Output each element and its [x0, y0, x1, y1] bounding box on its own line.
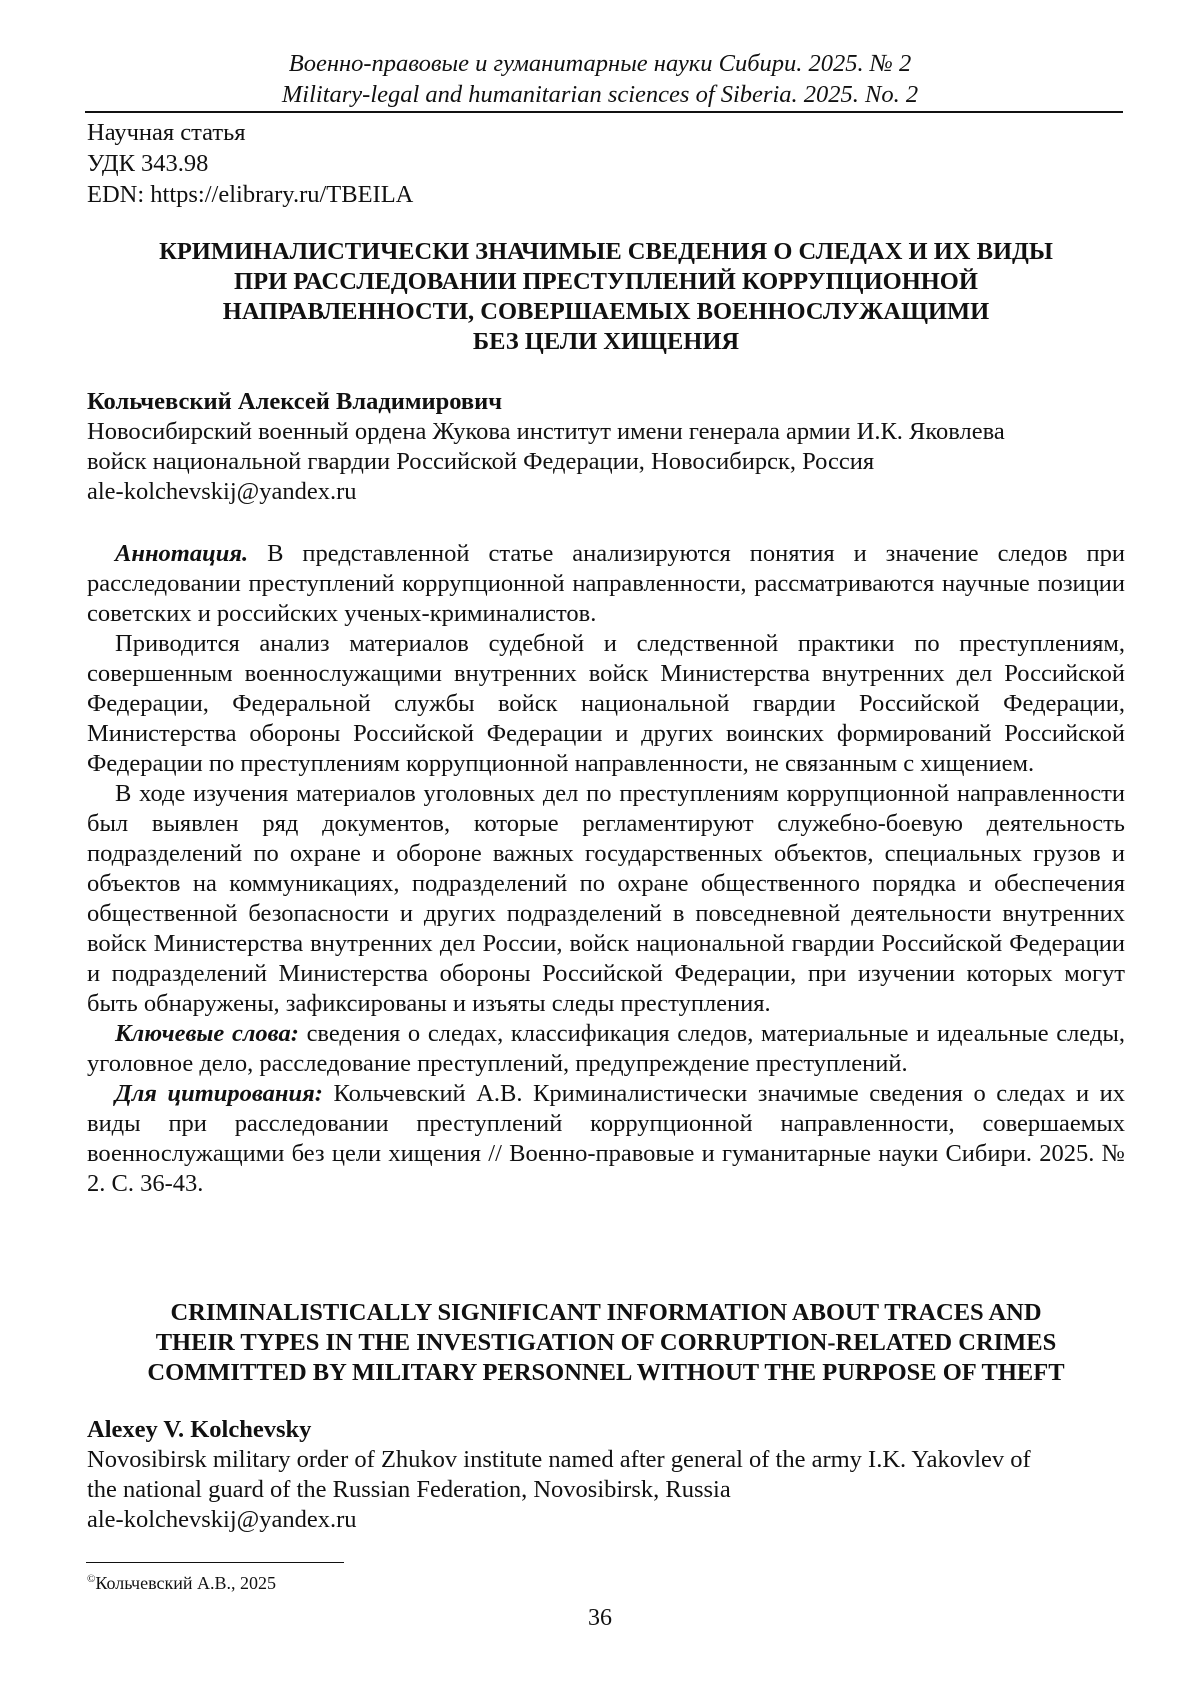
author-email-en[interactable]: ale-kolchevskij@yandex.ru — [87, 1506, 357, 1533]
copyright-footnote — [87, 1568, 276, 1594]
citation-paragraph — [87, 1079, 1125, 1199]
affiliation-ru-line: войск национальной гвардии Российской Федерации, Новосибирск, Россия — [87, 448, 875, 475]
copyright-text: Кольчевский А.В., 2025 — [95, 1573, 276, 1593]
title-ru-line: БЕЗ ЦЕЛИ ХИЩЕНИЯ — [472, 328, 740, 355]
citation-label: Для цитирования: — [115, 1080, 323, 1107]
journal-title-en: Military-legal and humanitarian sciences of Siberia. 2025. No. 2 — [281, 81, 919, 108]
title-en-line: THEIR TYPES IN THE INVESTIGATION OF CORRUPTION-RELATED CRIMES — [155, 1329, 1057, 1356]
title-ru-line: НАПРАВЛЕННОСТИ, СОВЕРШАЕМЫХ ВОЕННОСЛУЖАЩИМИ — [222, 298, 990, 325]
citation-text: Кольчевский А.В. Криминалистически значимые сведения о следах и их виды при расследовании преступлений коррупционной направленности, совершаемых военнослужащими без цели хищения // Военно-правовые и гуманитарные науки Сибири. 2025. № 2. С. 36-43. — [87, 1080, 1125, 1197]
title-en-line: CRIMINALISTICALLY SIGNIFICANT INFORMATION ABOUT TRACES AND — [170, 1299, 1042, 1326]
article-meta — [87, 117, 413, 210]
title-ru-line: КРИМИНАЛИСТИЧЕСКИ ЗНАЧИМЫЕ СВЕДЕНИЯ О СЛЕДАХ И ИХ ВИДЫ — [159, 238, 1053, 265]
copyright-symbol: © — [87, 1573, 96, 1585]
abstract-paragraph-2: Приводится анализ материалов судебной и следственной практики по преступлениям, совершенным военнослужащими внутренних войск Министерства внутренних дел Российской Федерации, Федеральной службы войск национальной гвардии Российской Федерации, Министерства обороны Российской Федерации и других воинских формирований Российской Федерации по преступлениям коррупционной направленности, не связанным с хищением. — [87, 630, 1125, 777]
udc-code: УДК 343.98 — [87, 150, 209, 177]
abstract-paragraph-3: В ходе изучения материалов уголовных дел по преступлениям коррупционной направленности был выявлен ряд документов, которые регламентируют служебно-боевую деятельность подразделений по охране и обороне важных государственных объектов, специальных грузов и объектов на коммуникациях, подразделений по охране общественного порядка и обеспечения общественной безопасности и других подразделений в повседневной деятельности внутренних войск Министерства внутренних дел России, войск национальной гвардии Российской Федерации и подразделений Министерства обороны Российской Федерации, при изучении которых могут быть обнаружены, зафиксированы и изъяты следы преступления. — [87, 780, 1125, 1017]
edn-link[interactable]: EDN: https://elibrary.ru/TBEILA — [87, 181, 414, 208]
article-title-en — [87, 1298, 1125, 1388]
footnote-divider — [86, 1562, 344, 1563]
author-block-en — [87, 1415, 1125, 1535]
page-number: 36 — [588, 1605, 612, 1631]
author-name-en: Alexey V. Kolchevsky — [87, 1416, 312, 1443]
author-name-ru: Кольчевский Алексей Владимирович — [87, 388, 503, 415]
author-block-ru — [87, 387, 1125, 507]
journal-title-ru: Военно-правовые и гуманитарные науки Сибири. 2025. № 2 — [288, 50, 912, 77]
affiliation-en-line: the national guard of the Russian Federation, Novosibirsk, Russia — [87, 1476, 731, 1503]
abstract-text-1: В представленной статье анализируются понятия и значение следов при расследовании преступлений коррупционной направленности, рассматриваются научные позиции советских и российских ученых-криминалистов. — [87, 540, 1125, 627]
keywords-paragraph — [87, 1019, 1125, 1079]
affiliation-en-line: Novosibirsk military order of Zhukov institute named after general of the army I.K. Yakovlev of — [87, 1446, 1031, 1473]
journal-header — [0, 48, 1200, 110]
author-email-ru[interactable]: ale-kolchevskij@yandex.ru — [87, 478, 357, 505]
title-en-line: COMMITTED BY MILITARY PERSONNEL WITHOUT THE PURPOSE OF THEFT — [147, 1359, 1065, 1386]
abstract-paragraph-1 — [87, 539, 1125, 629]
keywords-text: сведения о следах, классификация следов, материальные и идеальные следы, уголовное дело, расследование преступлений, предупреждение преступлений. — [87, 1020, 1126, 1077]
title-ru-line: ПРИ РАССЛЕДОВАНИИ ПРЕСТУПЛЕНИЙ КОРРУПЦИОННОЙ — [234, 268, 978, 295]
abstract-section — [87, 539, 1125, 1199]
abstract-label: Аннотация. — [115, 540, 249, 567]
affiliation-ru-line: Новосибирский военный ордена Жукова институт имени генерала армии И.К. Яковлева — [87, 418, 1005, 445]
header-divider — [85, 111, 1123, 113]
article-title-ru — [87, 237, 1125, 357]
keywords-label: Ключевые слова: — [115, 1020, 299, 1047]
article-type: Научная статья — [87, 119, 246, 146]
